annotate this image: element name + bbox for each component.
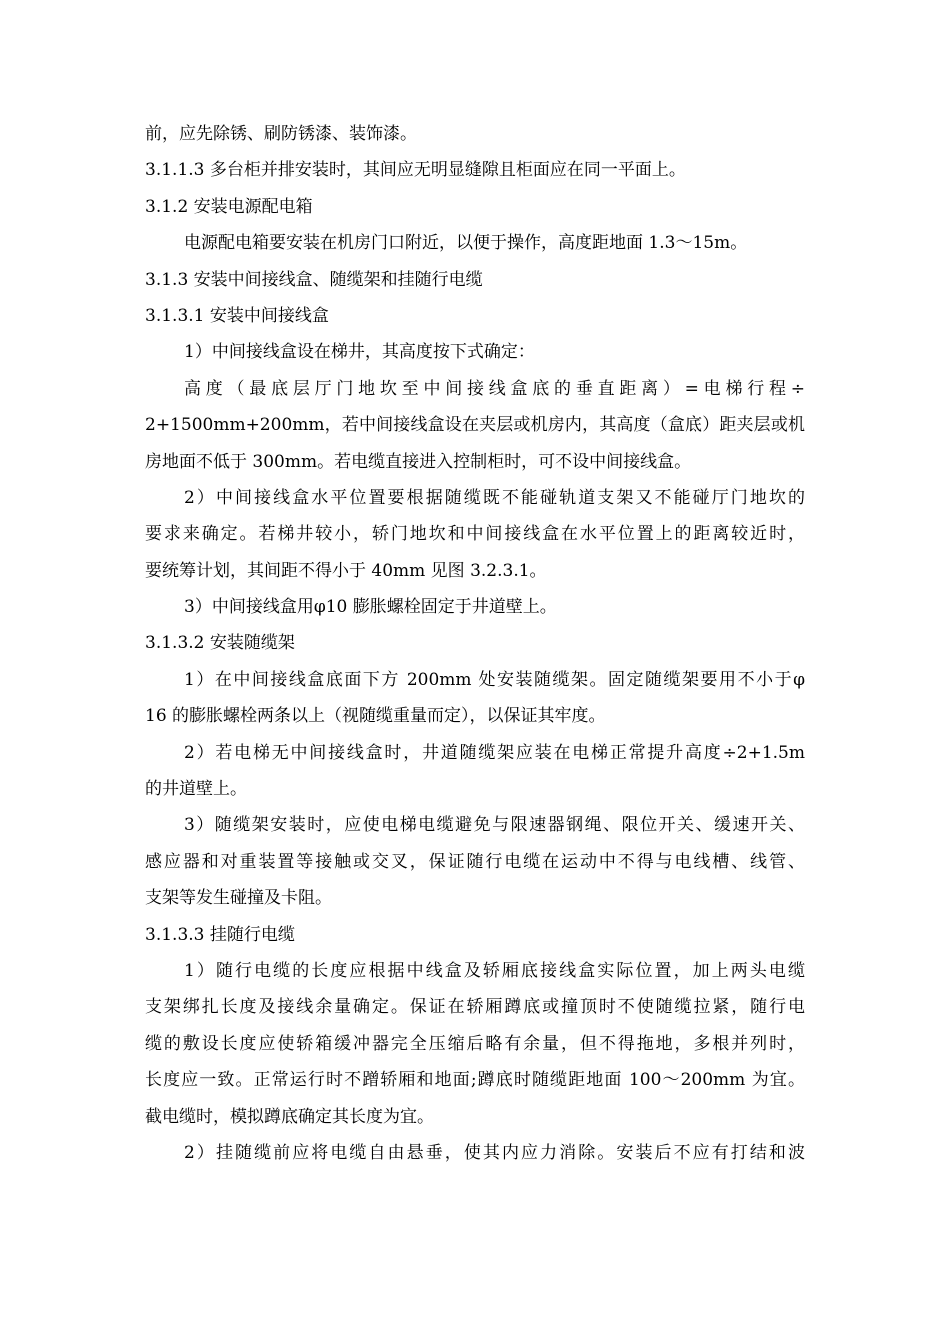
paragraph-line: 长度应一致。正常运行时不蹭轿厢和地面;蹲底时随缆距地面 100～200mm 为宜。 xyxy=(145,1070,805,1091)
section-heading: 3.1.3.2 安装随缆架 xyxy=(145,633,295,654)
paragraph-line: 要统筹计划，其间距不得小于 40mm 见图 3.2.3.1。 xyxy=(145,560,547,581)
section-heading: 3.1.3 安装中间接线盒、随缆架和挂随行电缆 xyxy=(145,269,483,290)
paragraph-line: 2+1500mm+200mm，若中间接线盒设在夹层或机房内，其高度（盒底）距夹层或机 xyxy=(145,415,805,436)
paragraph-line: 1）在中间接线盒底面下方 200mm 处安装随缆架。固定随缆架要用不小于φ xyxy=(184,669,805,690)
paragraph-line: 3）中间接线盒用φ10 膨胀螺栓固定于井道壁上。 xyxy=(184,597,557,618)
paragraph-line: 3）随缆架安装时，应使电梯电缆避免与限速器钢绳、限位开关、缓速开关、 xyxy=(184,815,805,836)
paragraph-line: 要求来确定。若梯井较小，轿门地坎和中间接线盒在水平位置上的距离较近时， xyxy=(145,524,805,545)
paragraph-line: 2）中间接线盒水平位置要根据随缆既不能碰轨道支架又不能碰厅门地坎的 xyxy=(184,487,805,508)
paragraph-line: 房地面不低于 300mm。若电缆直接进入控制柜时，可不设中间接线盒。 xyxy=(145,451,692,472)
paragraph-line: 的井道壁上。 xyxy=(145,779,247,800)
paragraph-line: 缆的敷设长度应使轿箱缓冲器完全压缩后略有余量，但不得拖地，多根并列时， xyxy=(145,1033,805,1054)
paragraph-line: 1）随行电缆的长度应根据中线盒及轿厢底接线盒实际位置，加上两头电缆 xyxy=(184,960,805,981)
paragraph-line: 电源配电箱要安装在机房门口附近，以便于操作，高度距地面 1.3～15m。 xyxy=(184,233,748,254)
section-heading: 3.1.1.3 多台柜并排安装时，其间应无明显缝隙且柜面应在同一平面上。 xyxy=(145,160,686,181)
paragraph-line: 截电缆时，模拟蹲底确定其长度为宜。 xyxy=(145,1106,434,1127)
document-body xyxy=(145,116,805,1171)
paragraph-line: 支架等发生碰撞及卡阻。 xyxy=(145,888,332,909)
paragraph-line: 16 的膨胀螺栓两条以上（视随缆重量而定），以保证其牢度。 xyxy=(145,706,606,727)
paragraph-line: 2）挂随缆前应将电缆自由悬垂，使其内应力消除。安装后不应有打结和波 xyxy=(184,1142,805,1163)
paragraph-line: 2）若电梯无中间接线盒时，井道随缆架应装在电梯正常提升高度÷2+1.5m xyxy=(184,742,805,763)
section-heading: 3.1.3.3 挂随行电缆 xyxy=(145,924,295,945)
paragraph-line: 感应器和对重装置等接触或交叉，保证随行电缆在运动中不得与电线槽、线管、 xyxy=(145,851,805,872)
text-line: 前，应先除锈、刷防锈漆、装饰漆。 xyxy=(145,124,417,144)
section-heading: 3.1.2 安装电源配电箱 xyxy=(145,196,313,217)
paragraph-line: 高度（最底层厅门地坎至中间接线盒底的垂直距离）=电梯行程÷ xyxy=(184,378,805,399)
section-heading: 3.1.3.1 安装中间接线盒 xyxy=(145,305,329,326)
paragraph-line: 1）中间接线盒设在梯井，其高度按下式确定： xyxy=(184,342,535,363)
paragraph-line: 支架绑扎长度及接线余量确定。保证在轿厢蹲底或撞顶时不使随缆拉紧，随行电 xyxy=(145,997,805,1018)
